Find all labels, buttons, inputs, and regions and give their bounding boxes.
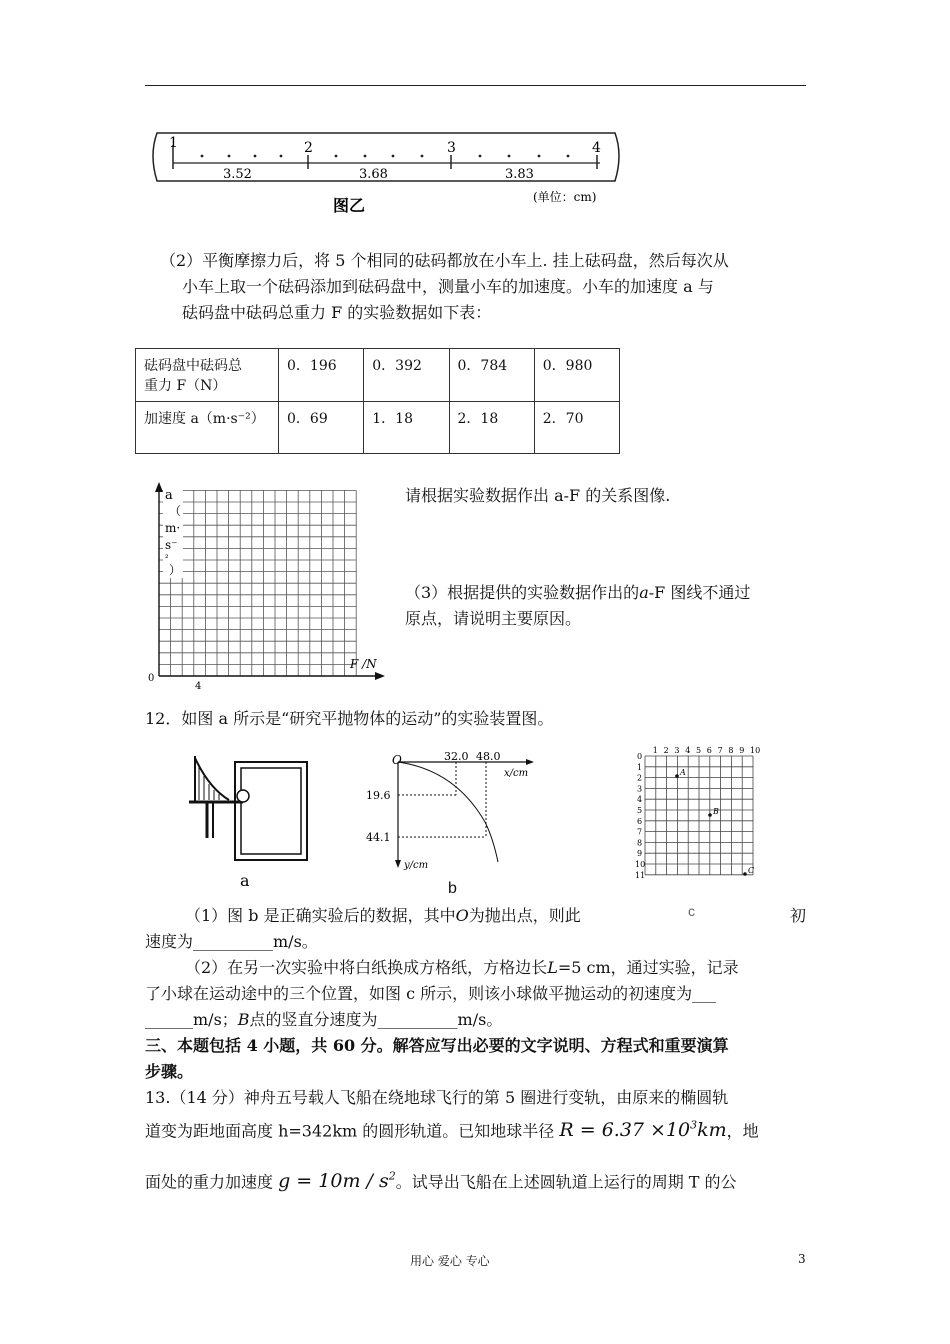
fig-c-left-number: 11 bbox=[635, 870, 646, 880]
fig-c-left-number: 0 bbox=[637, 752, 643, 761]
fig-c-left-number: 3 bbox=[637, 784, 643, 794]
af-y-label-m: m· bbox=[165, 521, 181, 535]
footer-slogan: 用心 爱心 专心 bbox=[410, 1254, 490, 1268]
fig-b-caption: b bbox=[448, 880, 457, 897]
fig-c-left-number: 2 bbox=[637, 773, 643, 783]
section3-line2: 步骤。 bbox=[145, 1062, 194, 1081]
fig-b-x-axis-label: x/cm bbox=[504, 768, 529, 779]
fig-c-point-c bbox=[743, 872, 747, 876]
fig-b-y-axis-label: y/cm bbox=[404, 860, 429, 871]
q12-sub1-line1: （1）图 b 是正确实验后的数据，其中O为抛出点，则此 bbox=[185, 906, 581, 925]
fig-c-top-number: 3 bbox=[674, 746, 680, 755]
q12-sub2-line1: （2）在另一次实验中将白纸换成方格纸，方格边长L=5 cm，通过实验，记录 bbox=[185, 958, 739, 977]
q13-line3: 面处的重力加速度 $g = 10m / s^2$。试导出飞船在上述圆轨道上运行的周期 T 的公 bbox=[145, 1170, 737, 1193]
fig-a-caption: a bbox=[240, 871, 250, 890]
af-x-label: F /N bbox=[350, 657, 377, 671]
fig-c-label-a: A bbox=[680, 768, 686, 777]
q13-line2: 道变为距地面高度 h=342km 的圆形轨道。已知地球半径 $R = 6.37 \times 10^3km$，地 bbox=[145, 1119, 759, 1142]
graph-instruction: 请根据实验数据作出 a-F 的关系图像. bbox=[405, 486, 671, 505]
fig-b-x-tick-1: 32.0 bbox=[444, 752, 469, 763]
fig-c-top-number: 2 bbox=[663, 746, 669, 755]
fig-c-left-number: 10 bbox=[635, 860, 646, 869]
fig-b-y-tick-1: 19.6 bbox=[366, 789, 391, 802]
af-y-label-exp: ² bbox=[165, 554, 169, 564]
tape-distance-3: 3.83 bbox=[505, 167, 534, 182]
table-row-label: 砝码盘中砝码总 重力 F（N） bbox=[136, 349, 279, 402]
af-y-label-s: s⁻ bbox=[165, 538, 178, 552]
fig-b-y-tick-2: 44.1 bbox=[366, 831, 391, 844]
fig-c-top-number: 9 bbox=[739, 746, 745, 755]
table-cell: 0．69 bbox=[279, 402, 364, 454]
fig-a-ramp-curve bbox=[195, 758, 229, 800]
tape-distance-1: 3.52 bbox=[223, 167, 252, 182]
fig-c-left-number: 1 bbox=[637, 762, 643, 772]
tape-dots bbox=[201, 155, 570, 158]
tape-distance-2: 3.68 bbox=[359, 167, 388, 182]
fig-c-caption: c bbox=[688, 903, 695, 919]
fig-c-top-number: 10 bbox=[750, 746, 761, 755]
q2-line1: （2）平衡摩擦力后，将 5 个相同的砝码都放在小车上. 挂上砝码盘，然后每次从 bbox=[160, 251, 729, 270]
data-table bbox=[135, 348, 620, 454]
table-cell: 1．18 bbox=[364, 402, 449, 454]
fig-c-top-number: 4 bbox=[685, 746, 691, 755]
fig-c-left-number: 9 bbox=[637, 849, 643, 859]
fig-c-label-c: C bbox=[748, 866, 755, 875]
fig-b-origin: O bbox=[392, 753, 402, 767]
fig-c-top-number: 1 bbox=[652, 746, 658, 755]
q12-sub2-line3: ______m/s；B点的竖直分速度为__________m/s。 bbox=[145, 1010, 503, 1029]
table-cell: 0．392 bbox=[364, 349, 449, 402]
af-origin: 0 bbox=[148, 673, 155, 684]
q12-title: 12．如图 a 所示是“研究平抛物体的运动”的实验装置图。 bbox=[145, 709, 554, 728]
table-cell: 0．980 bbox=[534, 349, 619, 402]
fig-a-apparatus bbox=[185, 752, 315, 892]
fig-a-board-inner bbox=[241, 768, 301, 854]
header-rule bbox=[145, 85, 806, 86]
af-y-label-paren-close: ） bbox=[169, 563, 182, 577]
fig-a-ball bbox=[237, 790, 249, 802]
q13-formula-r: $R = 6.37 \times 10^3km$ bbox=[559, 1119, 727, 1142]
fig-c-left-number: 6 bbox=[637, 816, 643, 826]
table-cell: 0．784 bbox=[449, 349, 534, 402]
af-x-tick: 4 bbox=[195, 681, 202, 692]
table-cell: 0．196 bbox=[279, 349, 364, 402]
fig-c-left-number: 7 bbox=[637, 827, 643, 837]
fig-c-left-number: 5 bbox=[637, 806, 643, 815]
tape-caption: 图乙 bbox=[333, 196, 366, 215]
tape-mark-3: 3 bbox=[447, 140, 456, 156]
fig-c-left-number: 8 bbox=[637, 838, 643, 848]
fig-c-label-b: B bbox=[713, 807, 719, 816]
table-cell: 2．18 bbox=[449, 402, 534, 454]
tape-figure bbox=[145, 125, 635, 220]
fig-a-board-outer bbox=[235, 762, 307, 860]
tape-mark-4: 4 bbox=[592, 140, 601, 156]
tape-mark-1: 1 bbox=[169, 135, 178, 151]
q12-sub1-line2: 速度为__________m/s。 bbox=[145, 932, 318, 951]
q13-formula-g: $g = 10m / s^2$ bbox=[278, 1170, 396, 1193]
q2-line3: 砝码盘中砝码总重力 F 的实验数据如下表： bbox=[182, 303, 492, 322]
fig-b-curve bbox=[398, 762, 498, 862]
tape-unit: (单位：cm) bbox=[533, 190, 597, 204]
af-y-label-a: a bbox=[165, 488, 173, 503]
fig-c-top-number: 7 bbox=[717, 746, 723, 755]
table-row-force bbox=[136, 349, 620, 402]
fig-b-x-tick-2: 48.0 bbox=[476, 752, 501, 763]
tape-mark-2: 2 bbox=[304, 140, 313, 156]
fig-c-left-number: 4 bbox=[637, 795, 643, 805]
fig-c-top-number: 8 bbox=[728, 746, 734, 755]
af-graph bbox=[145, 478, 390, 693]
q2-line2: 小车上取一个砝码添加到砝码盘中，测量小车的加速度。小车的加速度 a 与 bbox=[182, 277, 714, 296]
fig-c-point-b bbox=[708, 813, 712, 817]
section3-line1: 三、本题包括 4 小题，共 60 分。解答应写出必要的文字说明、方程式和重要演算 bbox=[145, 1036, 729, 1055]
table-cell: 2．70 bbox=[534, 402, 619, 454]
table-row-acceleration bbox=[136, 402, 620, 454]
page-number: 3 bbox=[798, 1252, 806, 1266]
q12-sub2-line2: 了小球在运动途中的三个位置，如图 c 所示，则该小球做平抛运动的初速度为___ bbox=[145, 984, 717, 1003]
af-y-arrow bbox=[155, 482, 163, 492]
q3-line2: 原点，请说明主要原因。 bbox=[405, 609, 582, 628]
q13-line1: 13.（14 分）神舟五号载人飞船在绕地球飞行的第 5 圈进行变轨，由原来的椭圆轨 bbox=[145, 1088, 729, 1107]
fig-c-top-number: 6 bbox=[706, 746, 712, 755]
af-y-label-paren-open: （ bbox=[169, 504, 182, 518]
q3-line1: （3）根据提供的实验数据作出的a-F 图线不通过 bbox=[405, 583, 751, 602]
q12-sub1-line1-end: 初 bbox=[790, 906, 807, 925]
fig-c-point-a bbox=[675, 774, 679, 778]
fig-c-grid bbox=[635, 745, 785, 895]
fig-c-top-number: 5 bbox=[696, 746, 702, 755]
table-row-label: 加速度 a（m·s⁻²） bbox=[136, 402, 279, 454]
af-x-arrow bbox=[375, 672, 385, 680]
